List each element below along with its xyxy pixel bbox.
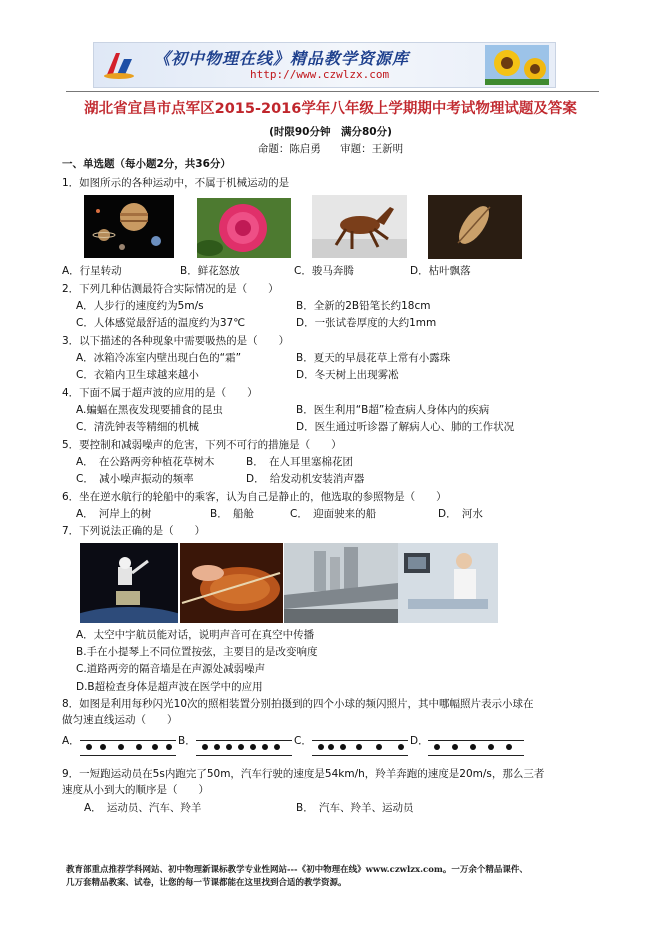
strobe-photo-d [428,740,524,756]
ball-dot [274,744,280,750]
q2-option-c: C．人体感觉最舒适的温度约为37℃ [76,317,245,329]
authors-line [0,141,661,156]
ball-dot [152,744,158,750]
ball-dot [118,744,124,750]
section-heading: 一、单选题（每小题2分，共36分） [62,158,231,170]
sunflower-icon [485,45,549,85]
footer-line-2: 几万套精品教案、试卷，让您的每一节课都能在这里找到合适的教学资源。 [66,878,347,888]
ball-dot [86,744,92,750]
q9-option-b: B． 汽车、羚羊、运动员 [296,802,414,814]
q5-option-c: C． 减小噪声振动的频率 [76,473,194,485]
strobe-photo-a [80,740,176,756]
q4-option-b: B．医生利用“B超”检查病人身体内的疾病 [296,404,490,416]
q4-option-a: A.蝙蝠在黑夜发现要捕食的昆虫 [76,404,223,416]
astronaut-photo [80,543,178,623]
q8-label-c: C． [294,735,312,747]
q6-option-d: D． 河水 [438,508,483,520]
horse-photo [312,195,407,258]
ball-dot [214,744,220,750]
q7-stem: 7．下列说法正确的是（ ） [62,525,206,537]
ball-dot [250,744,256,750]
q1-option-d: D．枯叶飘落 [410,265,471,277]
q5-option-b: B． 在人耳里塞棉花团 [246,456,353,468]
ball-dot [356,744,362,750]
q2-option-d: D．一张试卷厚度的大约1mm [296,317,437,329]
ball-dot [506,744,512,750]
q6-option-b: B． 船舱 [210,508,254,520]
ball-dot [328,744,334,750]
ball-dot [136,744,142,750]
q3-option-c: C．衣箱内卫生球越来越小 [76,369,199,381]
q8-stem-line2: 做匀速直线运动（ ） [62,714,178,726]
planets-photo [84,195,174,258]
banner-title: 《初中物理在线》精品教学资源库 [154,49,410,68]
q3-option-a: A．冰箱冷冻室内壁出现白色的“霜” [76,352,242,364]
q6-option-c: C． 迎面驶来的船 [290,508,377,520]
time-limit: (时限90分钟 满分80分) [269,126,392,138]
ball-dot [470,744,476,750]
q8-label-d: D． [410,735,429,747]
q2-stem: 2．下列几种估测最符合实际情况的是（ ） [62,283,279,295]
q7-option-c: C.道路两旁的隔音墙是在声源处减弱噪声 [76,663,266,675]
q6-stem: 6．坐在逆水航行的轮船中的乘客，认为自己是静止的，他选取的参照物是（ ） [62,491,447,503]
ball-dot [238,744,244,750]
document-title: 湖北省宜昌市点军区2015-2016学年八年级上学期期中考试物理试题及答案 [84,101,577,117]
q8-label-a: A． [62,735,80,747]
ball-dot [376,744,382,750]
strobe-photo-c [312,740,408,756]
strobe-photo-b [196,740,292,756]
q2-option-b: B．全新的2B铅笔长约18cm [296,300,431,312]
q8-label-b: B． [178,735,196,747]
q7-option-b: B.手在小提琴上不同位置按弦，主要目的是改变响度 [76,646,318,658]
q9-option-a: A． 运动员、汽车、羚羊 [84,802,202,814]
q1-option-a: A．行星转动 [62,265,122,277]
page-footer [66,864,626,890]
logo-icon [102,49,136,81]
q1-option-b: B．鲜花怒放 [180,265,240,277]
q7-option-d: D.B超检查身体是超声波在医学中的应用 [76,681,263,693]
q5-stem: 5．要控制和减弱噪声的危害，下列不可行的措施是（ ） [62,439,342,451]
q7-option-a: A．太空中宇航员能对话，说明声音可在真空中传播 [76,629,315,641]
q3-stem: 3．以下描述的各种现象中需要吸热的是（ ） [62,335,290,347]
q3-option-d: D．冬天树上出现雾凇 [296,369,399,381]
ball-dot [202,744,208,750]
q1-option-c: C．骏马奔腾 [294,265,354,277]
flower-photo [197,198,291,258]
leaf-photo [428,195,522,259]
q8-stem-line1: 8．如图是利用每秒闪光10次的照相装置分别拍摄到的四个小球的频闪照片，其中哪幅照片表示小球在 [62,698,534,710]
ball-dot [488,744,494,750]
ball-dot [398,744,404,750]
q9-stem-line1: 9．一短跑运动员在5s内跑完了50m，汽车行驶的速度是54km/h，羚羊奔跑的速度是20m/s，那么三者 [62,768,545,780]
q4-option-c: C．清洗钟表等精细的机械 [76,421,199,433]
setter: 命题：陈启勇 [257,143,321,155]
q5-option-d: D． 给发动机安装消声器 [246,473,365,485]
q4-stem: 4．下面不属于超声波的应用的是（ ） [62,387,258,399]
q3-option-b: B．夏天的早晨花草上常有小露珠 [296,352,451,364]
footer-line-1: 教育部重点推荐学科网站、初中物理新课标教学专业性网站---《初中物理在线》www.czwlzx.com。一万余个精品课件、 [66,865,528,875]
ball-dot [226,744,232,750]
q6-option-a: A． 河岸上的树 [76,508,152,520]
q9-stem-line2: 速度从小到大的顺序是（ ） [62,784,209,796]
q1-stem: 1．如图所示的各种运动中，不属于机械运动的是 [62,177,290,189]
ball-dot [318,744,324,750]
ball-dot [434,744,440,750]
ball-dot [452,744,458,750]
q4-option-d: D．医生通过听诊器了解病人心、肺的工作状况 [296,421,515,433]
q2-option-a: A．人步行的速度约为5m/s [76,300,204,312]
ball-dot [262,744,268,750]
ultrasound-photo [398,543,498,623]
ball-dot [100,744,106,750]
q5-option-a: A． 在公路两旁种植花草树木 [76,456,215,468]
ball-dot [166,744,172,750]
sound-barrier-photo [284,543,398,623]
violin-photo [180,543,283,623]
ball-dot [340,744,346,750]
header-banner [93,42,556,88]
header-rule [66,91,599,92]
reviewer: 审题：王新明 [340,143,404,155]
banner-url[interactable]: http://www.czwlzx.com [250,68,390,81]
